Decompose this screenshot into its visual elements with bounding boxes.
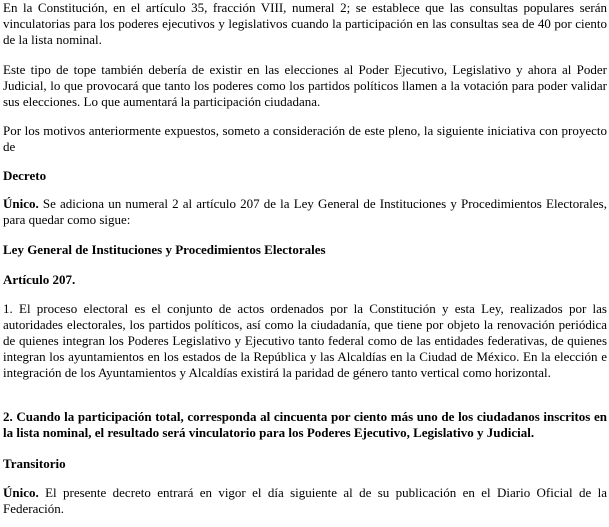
unico-text: Se adiciona un numeral 2 al artículo 207 de la Ley General de Instituciones y Procedimientos Electorales, para quedar como sigue:: [3, 196, 607, 227]
numeral-2: 2. Cuando la participación total, corresponda al cincuenta por ciento más uno de los ciudadanos inscritos en la lista nominal, el resultado será vinculatorio para los Poderes Ejecutivo, Legislativo y Judicial.: [3, 409, 607, 440]
transitory-heading: Transitorio: [3, 456, 66, 471]
article-heading: Artículo 207.: [3, 272, 76, 287]
numeral-1: 1. El proceso electoral es el conjunto de actos ordenados por la Constitución y esta Ley, realizados por las autoridades electorales, los partidos políticos, así como la ciudadanía, que tiene por objeto la renovación periódica de quienes integran los Poderes Legislativo y Ejecutivo tanto federal como de las entidades federativas, de quienes integran los ayuntamientos en los estados de la República y las Alcaldías en la Ciudad de México. En la elección e integración de los Ayuntamientos y Alcaldías existirá la paridad de género tanto vertical como horizontal.: [3, 301, 607, 380]
paragraph-transitory: [3, 485, 607, 517]
transitory-text: El presente decreto entrará en vigor el día siguiente al de su publicación en el Diario Oficial de la Federación.: [3, 485, 607, 516]
paragraph-cap: Este tipo de tope también debería de existir en las elecciones al Poder Ejecutivo, Legislativo y ahora al Poder Judicial, lo que provocará que tanto los poderes como los partidos políticos llamen a la votación para poder validar sus elecciones. Lo que aumentará la participación ciudadana.: [3, 62, 607, 109]
paragraph-motives: Por los motivos anteriormente expuestos, someto a consideración de este pleno, la siguiente iniciativa con proyecto de: [3, 123, 607, 154]
paragraph-unico: [3, 196, 607, 228]
law-title: Ley General de Instituciones y Procedimientos Electorales: [3, 242, 326, 257]
paragraph-constitution: En la Constitución, en el artículo 35, fracción VIII, numeral 2; se establece que las consultas populares serán vinculatorias para los poderes ejecutivos y legislativos cuando la participación en las consultas sea de 40 por ciento de la lista nominal.: [3, 0, 607, 47]
unico-label: Único.: [3, 196, 39, 211]
transitory-label: Único.: [3, 485, 39, 500]
decree-heading: Decreto: [3, 168, 47, 183]
